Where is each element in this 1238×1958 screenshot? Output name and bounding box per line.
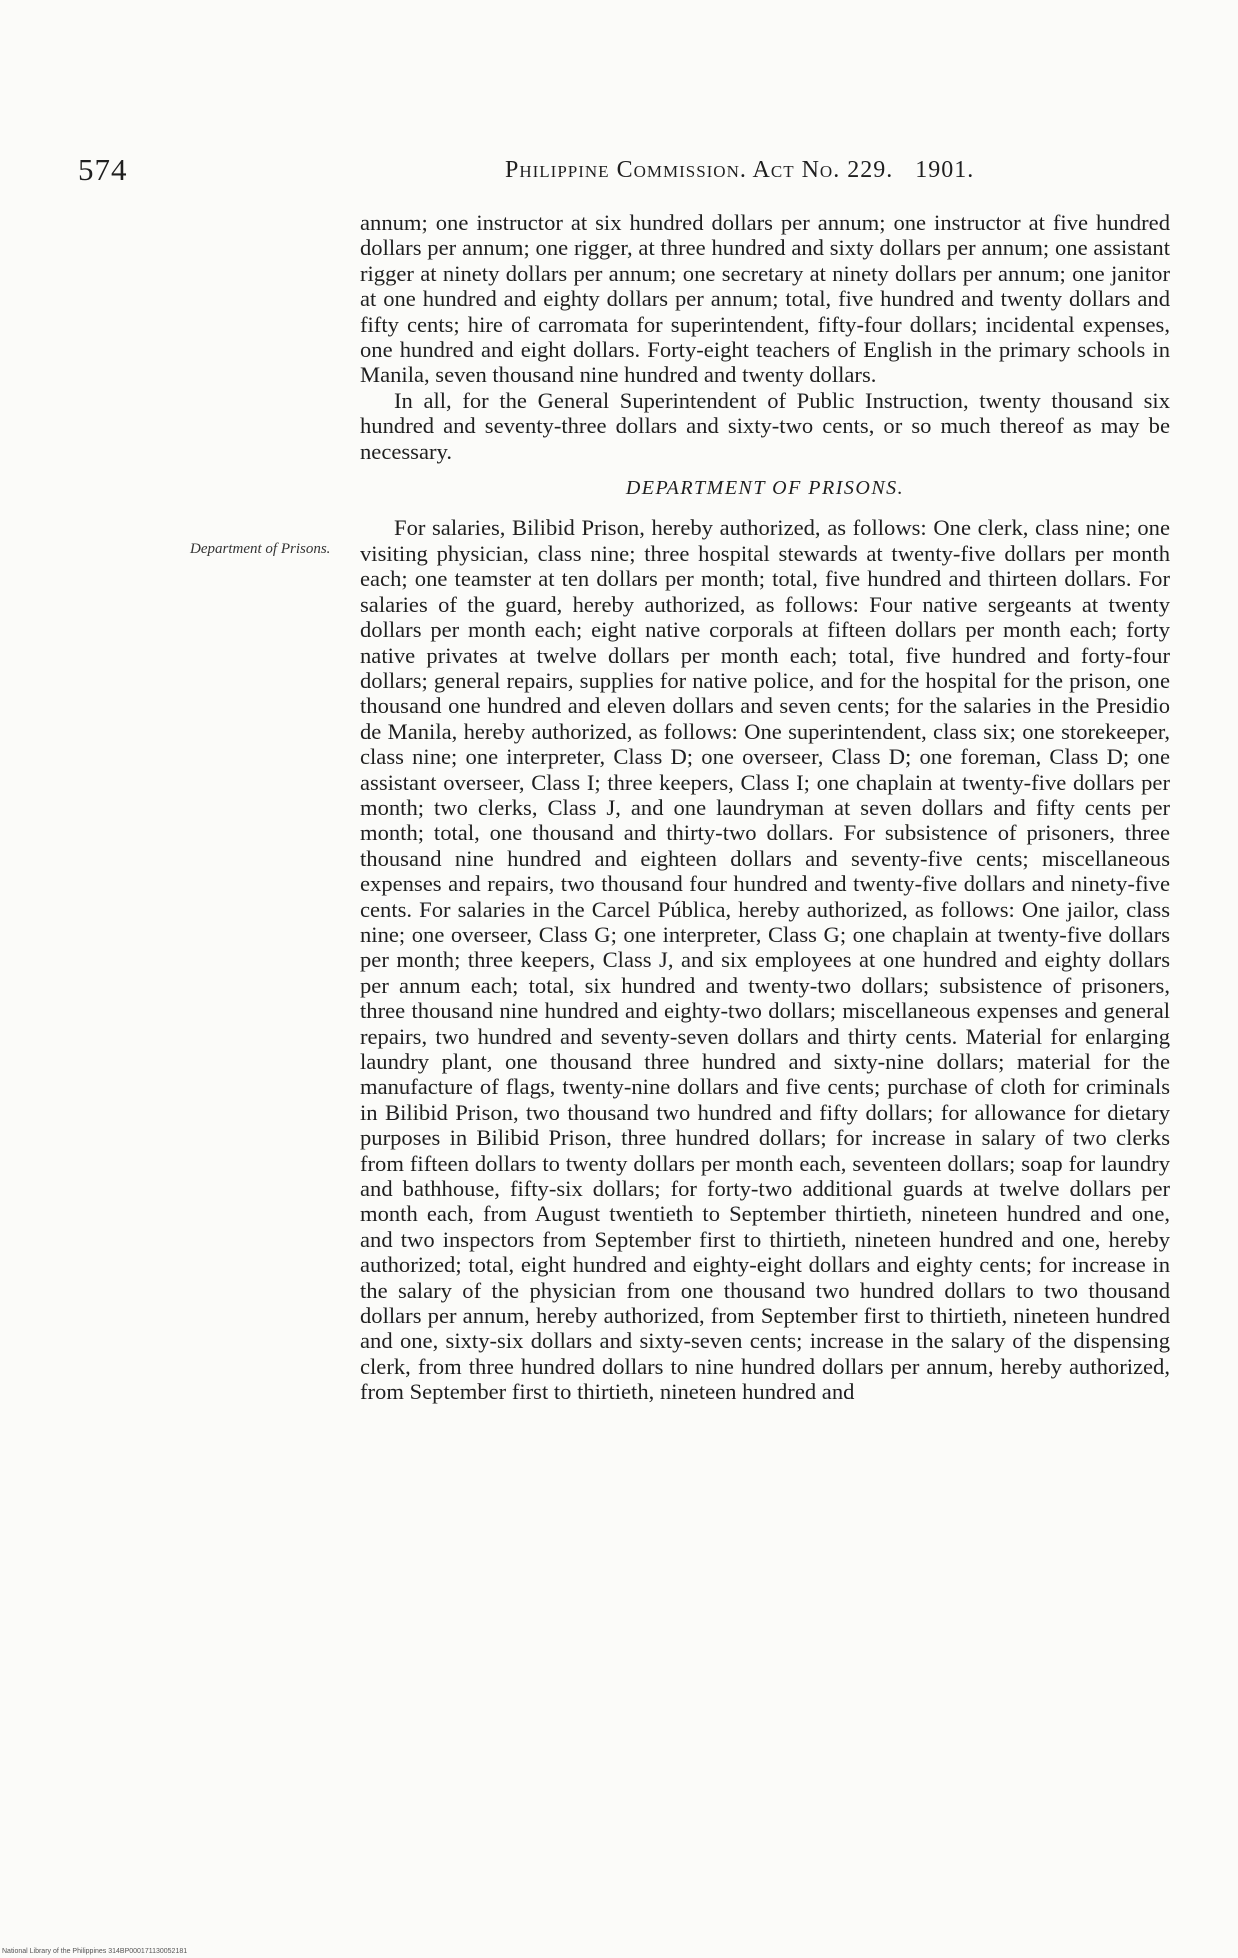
running-head — [505, 157, 974, 184]
paragraph-total-public-instruction: In all, for the General Superintendent of Public Instruction, twenty thousand six hundred and seventy-three dollars and sixty-two cents, or so much thereof as may be necessary. — [360, 387, 1170, 464]
text-column — [360, 210, 1170, 1405]
page-number: 574 — [78, 152, 128, 187]
section-heading: DEPARTMENT OF PRISONS. — [625, 477, 905, 500]
margin-note: Department of Prisons. — [190, 541, 331, 557]
running-title: Philippine Commission. Act No. 229. — [505, 157, 894, 183]
paragraph-prisons: For salaries, Bilibid Prison, hereby authorized, as follows: One clerk, class nine; one visiting physician, class nine; three hospital stewards at twenty-five dollars per month each; one teamster at ten dollars per month; total, five hundred and thirteen dollars. For salaries of the guard, hereby authorized, as follows: Four native sergeants at twenty dollars per month each; eight native corporals at fifteen dollars per month each; forty native privates at twelve dollars per month each; total, five hundred and forty-four dollars; general repairs, supplies for native police, and for the hospital for the prison, one thousand one hundred and eleven dollars and seven cents; for the salaries in the Presidio de Manila, hereby authorized, as follows: One superintendent, class six; one storekeeper, class nine; one interpreter, Class D; one overseer, Class D; one foreman, Class D; one assistant overseer, Class I; three keepers, Class I; one chaplain at twenty-five dollars per month; two clerks, Class J, and one laundryman at seven dollars and fifty cents per month; total, one thousand and thirty-two dollars. For subsistence of prisoners, three thousand nine hundred and eighteen dollars and seventy-five cents; miscellaneous expenses and repairs, two thousand four hundred and twenty-five dollars and ninety-five cents. For salaries in the Carcel Pública, hereby authorized, as follows: One jailor, class nine; one overseer, Class G; one interpreter, Class G; one chaplain at twenty-five dollars per month; three keepers, Class J, and six employees at one hundred and eighty dollars per annum each; total, six hundred and twenty-two dollars; subsistence of prisoners, three thousand nine hundred and eighty-two dollars; miscellaneous expenses and general repairs, two hundred and seventy-seven dollars and thirty cents. Material for enlarging laundry plant, one thousand three hundred and sixty-nine dollars; material for the manufacture of flags, twenty-nine dollars and five cents; purchase of cloth for criminals in Bilibid Prison, two thousand two hundred and fifty dollars; for allowance for dietary purposes in Bilibid Prison, three hundred dollars; for increase in salary of two clerks from fifteen dollars to twenty dollars per month each, seventeen dollars; soap for laundry and bathhouse, fifty-six dollars; for forty-two additional guards at twelve dollars per month each, from August twentieth to September thirtieth, nineteen hundred and one, and two inspectors from September first to thirtieth, nineteen hundred and one, hereby authorized; total, eight hundred and eighty-eight dollars and eighty cents; for increase in the salary of the physician from one thousand two hundred dollars to two thousand dollars per annum, hereby authorized, from September first to thirtieth, nineteen hundred and one, sixty-six dollars and sixty-seven cents; increase in the salary of the dispensing clerk, from three hundred dollars to nine hundred dollars per annum, hereby authorized, from September first to thirtieth, nineteen hundred and — [360, 515, 1170, 1405]
footer-credit: National Library of the Philippines 314BP000171130052181 — [2, 1948, 188, 1955]
paragraph-continuation: annum; one instructor at six hundred dollars per annum; one instructor at five hundred dollars per annum; one rigger, at three hundred and sixty dollars per annum; one assistant rigger at ninety dollars per annum; one secretary at ninety dollars per annum; one janitor at one hundred and eighty dollars per annum; total, five hundred and twenty dollars and fifty cents; hire of carromata for superintendent, fifty-four dollars; incidental expenses, one hundred and eight dollars. Forty-eight teachers of English in the primary schools in Manila, seven thousand nine hundred and twenty dollars. — [360, 210, 1170, 388]
head-year: 1901. — [915, 157, 975, 183]
